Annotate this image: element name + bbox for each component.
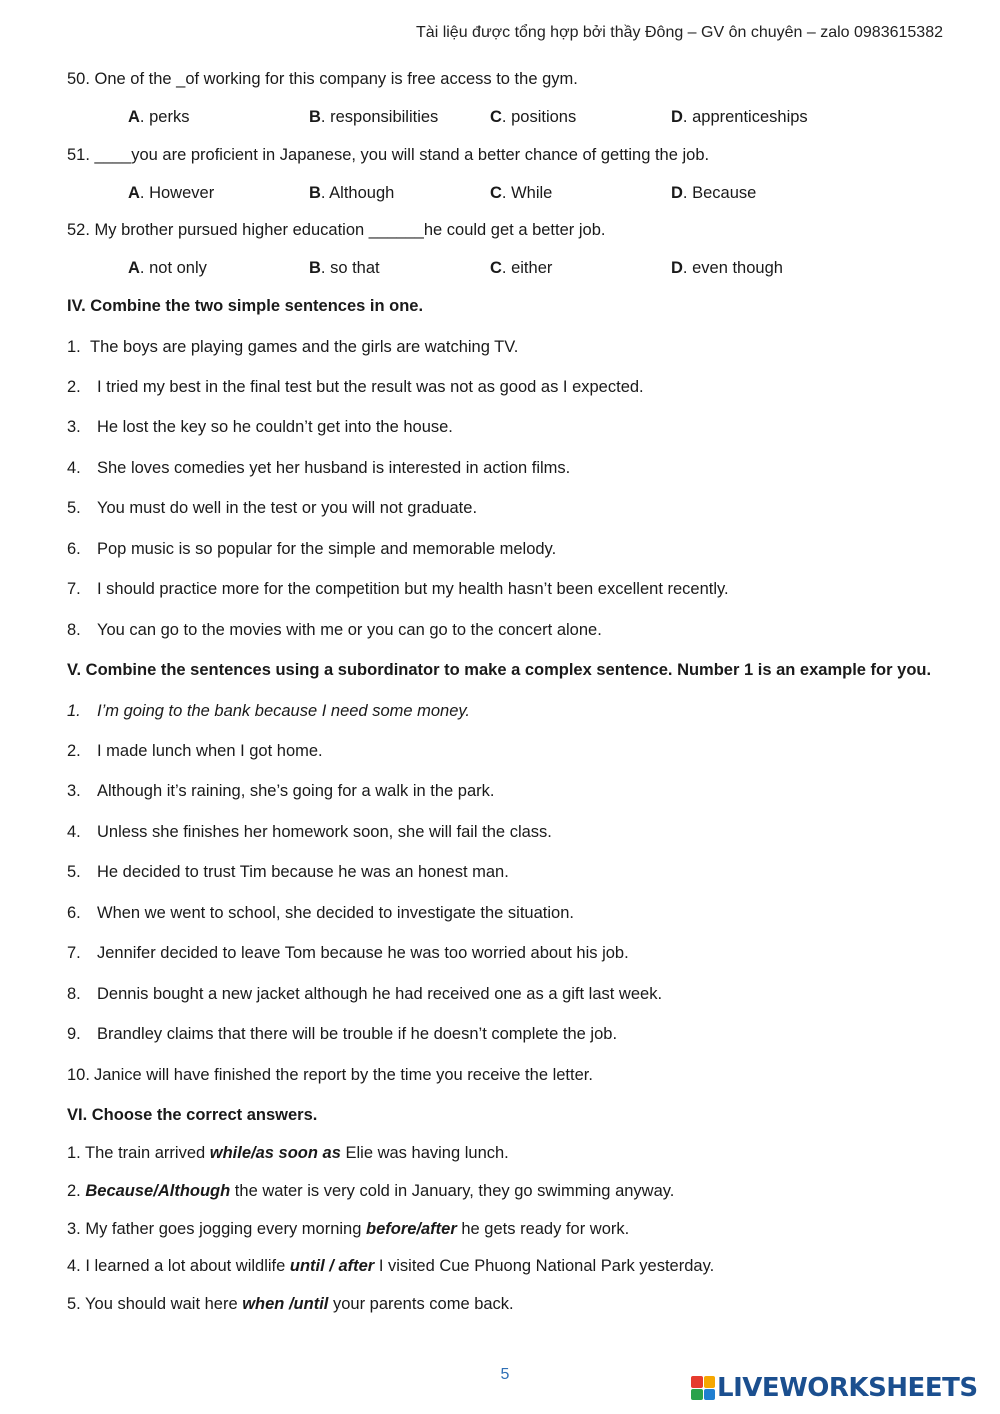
- option-b: B. Although: [309, 184, 395, 202]
- section-4-title: IV. Combine the two simple sentences in one.: [67, 297, 424, 315]
- list-item: 10. Janice will have finished the report by the time you receive the letter.: [67, 1066, 593, 1084]
- page-header: Tài liệu được tổng hợp bởi thầy Đông – GV ôn chuyên – zalo 0983615382: [416, 24, 943, 41]
- option-b: B. responsibilities: [309, 108, 439, 126]
- option-c: C. While: [490, 184, 553, 202]
- question-50-options: [0, 108, 1000, 132]
- list-item: 3. Although it’s raining, she’s going for a walk in the park.: [67, 782, 495, 800]
- list-item: 8. You can go to the movies with me or you can go to the concert alone.: [67, 621, 602, 639]
- list-item: 4. She loves comedies yet her husband is interested in action films.: [67, 459, 571, 477]
- list-item: 9. Brandley claims that there will be trouble if he doesn’t complete the job.: [67, 1025, 618, 1043]
- list-item: 2. I made lunch when I got home.: [67, 742, 323, 760]
- list-item: 8. Dennis bought a new jacket although he had received one as a gift last week.: [67, 985, 663, 1003]
- list-item: 5. You must do well in the test or you will not graduate.: [67, 499, 478, 517]
- option-a: A. perks: [128, 108, 190, 126]
- choice-item: 5. You should wait here when /until your parents come back.: [67, 1295, 514, 1313]
- question-52-options: [0, 259, 1000, 283]
- section-5-title: V. Combine the sentences using a subordinator to make a complex sentence. Number 1 is an example for you.: [67, 661, 932, 679]
- question-50: 50. One of the _of working for this company is free access to the gym.: [67, 70, 578, 88]
- list-item: 3. He lost the key so he couldn’t get into the house.: [67, 418, 453, 436]
- liveworksheets-logo[interactable]: [691, 1373, 978, 1403]
- logo-text: LIVEWORKSHEETS: [717, 1373, 978, 1403]
- choice-item: 3. My father goes jogging every morning before/after he gets ready for work.: [67, 1220, 630, 1238]
- list-item: 7. Jennifer decided to leave Tom because he was too worried about his job.: [67, 944, 629, 962]
- list-item: 1. The boys are playing games and the girls are watching TV.: [67, 338, 519, 356]
- list-item: 7. I should practice more for the competition but my health hasn’t been excellent recently.: [67, 580, 729, 598]
- choice-item: 4. I learned a lot about wildlife until / after I visited Cue Phuong National Park yesterday.: [67, 1257, 715, 1275]
- example-item: 1. I’m going to the bank because I need some money.: [67, 702, 471, 720]
- list-item: 2. I tried my best in the final test but the result was not as good as I expected.: [67, 378, 644, 396]
- question-51-options: [0, 184, 1000, 208]
- option-a: A. However: [128, 184, 215, 202]
- choice-item: 2. Because/Although the water is very cold in January, they go swimming anyway.: [67, 1182, 675, 1200]
- section-6-title: VI. Choose the correct answers.: [67, 1106, 318, 1124]
- logo-mark-icon: [691, 1376, 715, 1400]
- option-b: B. so that: [309, 259, 380, 277]
- option-c: C. either: [490, 259, 553, 277]
- option-d: D. even though: [671, 259, 783, 277]
- option-c: C. positions: [490, 108, 577, 126]
- list-item: 4. Unless she finishes her homework soon, she will fail the class.: [67, 823, 552, 841]
- choice-item: 1. The train arrived while/as soon as Elie was having lunch.: [67, 1144, 509, 1162]
- list-item: 6. Pop music is so popular for the simple and memorable melody.: [67, 540, 557, 558]
- option-d: D. Because: [671, 184, 757, 202]
- question-52: 52. My brother pursued higher education ______he could get a better job.: [67, 221, 606, 239]
- option-d: D. apprenticeships: [671, 108, 808, 126]
- option-a: A. not only: [128, 259, 207, 277]
- question-51: 51. ____you are proficient in Japanese, you will stand a better chance of getting the job.: [67, 146, 710, 164]
- page-number: 5: [500, 1366, 510, 1383]
- list-item: 6. When we went to school, she decided to investigate the situation.: [67, 904, 574, 922]
- list-item: 5. He decided to trust Tim because he was an honest man.: [67, 863, 509, 881]
